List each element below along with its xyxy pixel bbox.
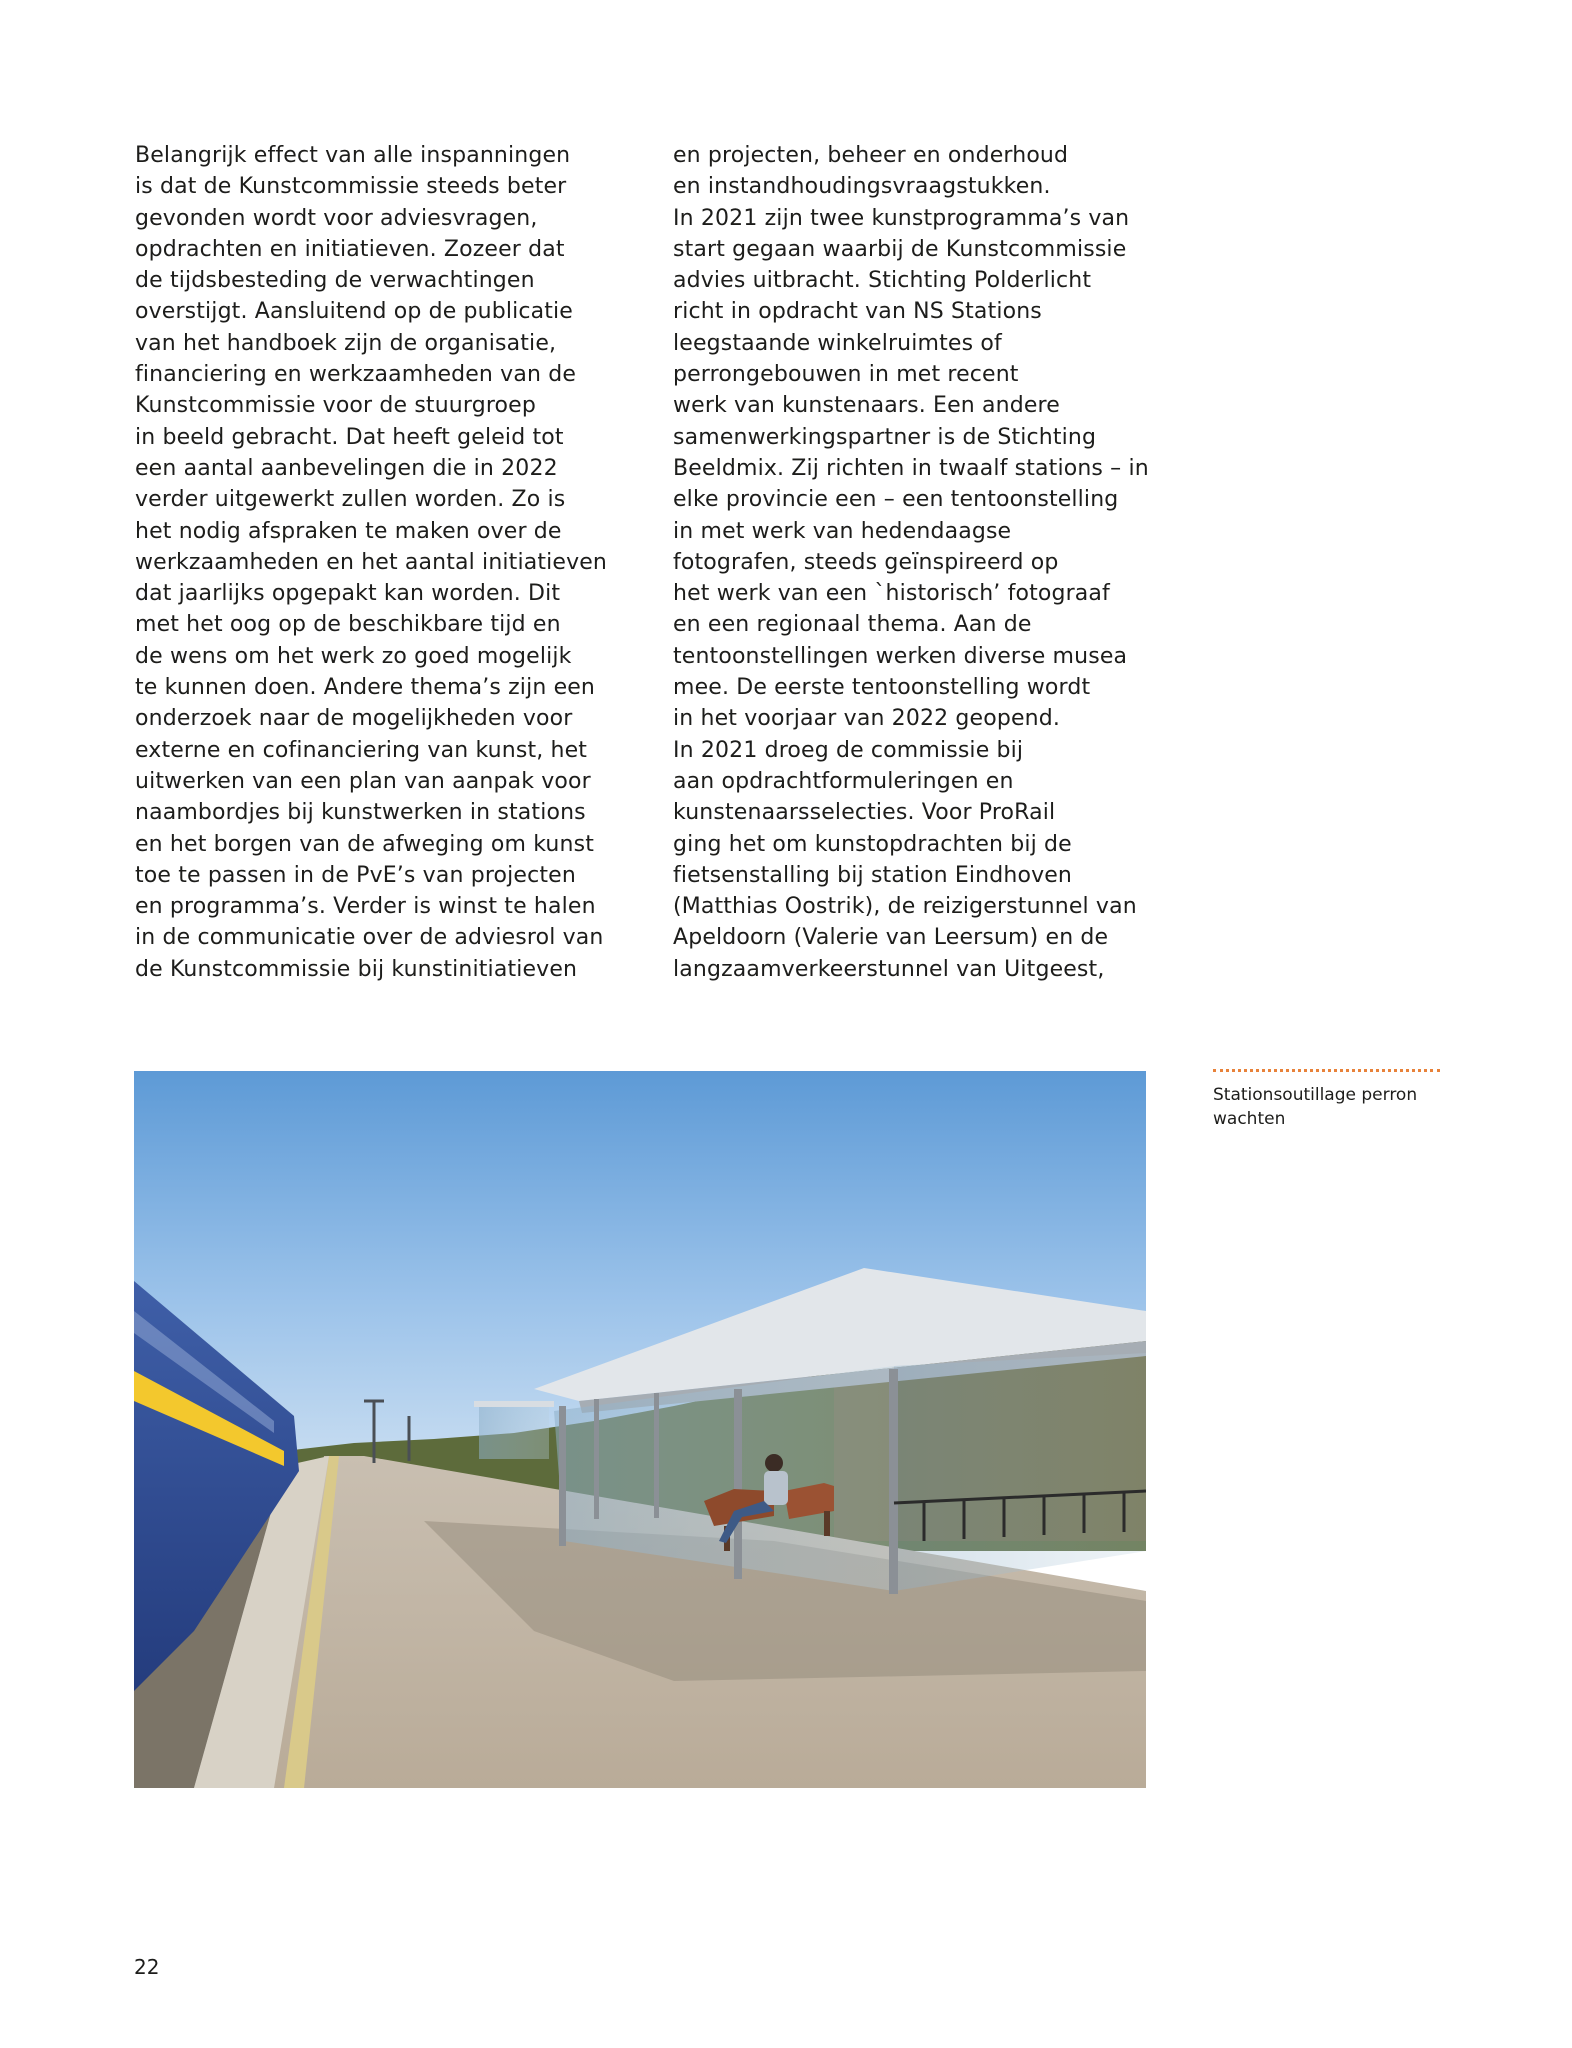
text-line: uitwerken van een plan van aanpak voor [135,768,591,794]
page-number: 22 [134,1955,160,1979]
text-line: werkzaamheden en het aantal initiatieven [135,549,608,575]
text-line: opdrachten en initiatieven. Zozeer dat [135,236,565,262]
text-line: het werk van een `historisch’ fotograaf [673,581,1110,607]
caption-line: Stationsoutillage perron [1213,1085,1418,1105]
text-line: in de communicatie over de adviesrol van [135,925,604,951]
text-line: van het handboek zijn de organisatie, [135,330,557,356]
figure-caption [1213,1083,1453,1131]
text-column-left [135,140,635,985]
text-line: en instandhoudingsvraagstukken. [673,174,1051,200]
text-line: richt in opdracht van NS Stations [673,299,1042,325]
text-line: aan opdrachtformuleringen en [673,768,1014,794]
text-line: ging het om kunstopdrachten bij de [673,831,1072,857]
text-line: gevonden wordt voor adviesvragen, [135,205,538,231]
text-line: de Kunstcommissie bij kunstinitiatieven [135,956,578,982]
text-line: dat jaarlijks opgepakt kan worden. Dit [135,581,561,607]
text-line: externe en cofinanciering van kunst, het [135,737,588,763]
text-line: naambordjes bij kunstwerken in stations [135,800,586,826]
text-line: Belangrijk effect van alle inspanningen [135,143,571,168]
text-line: Apeldoorn (Valerie van Leersum) en de [673,925,1109,951]
text-line: (Matthias Oostrik), de reizigerstunnel van [673,894,1137,920]
text-line: samenwerkingspartner is de Stichting [673,424,1097,450]
text-line: Kunstcommissie voor de stuurgroep [135,393,536,419]
text-column-right [673,140,1173,985]
caption-line: wachten [1213,1109,1286,1129]
text-line: en een regionaal thema. Aan de [673,612,1032,638]
text-line: het nodig afspraken te maken over de [135,518,562,544]
text-line: en projecten, beheer en onderhoud [673,143,1069,168]
text-line: In 2021 zijn twee kunstprogramma’s van [673,205,1130,231]
text-line: verder uitgewerkt zullen worden. Zo is [135,487,566,513]
text-line: fotografen, steeds geïnspireerd op [673,549,1059,575]
text-line: onderzoek naar de mogelijkheden voor [135,706,573,732]
text-line: tentoonstellingen werken diverse musea [673,643,1128,669]
text-line: is dat de Kunstcommissie steeds beter [135,174,567,200]
text-line: elke provincie een – een tentoonstelling [673,487,1119,513]
text-line: leegstaande winkelruimtes of [673,330,1002,356]
text-line: fietsenstalling bij station Eindhoven [673,862,1073,888]
text-line: advies uitbracht. Stichting Polderlicht [673,268,1092,294]
text-line: de tijdsbesteding de verwachtingen [135,268,535,294]
text-line: Beeldmix. Zij richten in twaalf stations – in [673,455,1149,481]
station-platform-photo [134,1071,1146,1788]
text-line: de wens om het werk zo goed mogelijk [135,643,572,669]
text-line: te kunnen doen. Andere thema’s zijn een [135,675,596,701]
text-line: in beeld gebracht. Dat heeft geleid tot [135,424,564,450]
text-line: perrongebouwen in met recent [673,362,1019,388]
text-line: toe te passen in de PvE’s van projecten [135,862,576,888]
text-line: kunstenaarsselecties. Voor ProRail [673,800,1056,826]
text-line: financiering en werkzaamheden van de [135,362,577,388]
text-line: met het oog op de beschikbare tijd en [135,612,561,638]
text-line: start gegaan waarbij de Kunstcommissie [673,236,1127,262]
text-line: en programma’s. Verder is winst te halen [135,894,596,920]
text-line: in met werk van hedendaagse [673,518,1012,544]
text-line: overstijgt. Aansluitend op de publicatie [135,299,573,325]
text-line: werk van kunstenaars. Een andere [673,393,1060,419]
text-line: In 2021 droeg de commissie bij [673,737,1024,763]
text-line: een aantal aanbevelingen die in 2022 [135,455,558,481]
text-line: mee. De eerste tentoonstelling wordt [673,675,1091,701]
caption-divider [1213,1069,1440,1072]
text-line: langzaamverkeerstunnel van Uitgeest, [673,956,1105,982]
text-line: en het borgen van de afweging om kunst [135,831,594,857]
text-line: in het voorjaar van 2022 geopend. [673,706,1060,732]
